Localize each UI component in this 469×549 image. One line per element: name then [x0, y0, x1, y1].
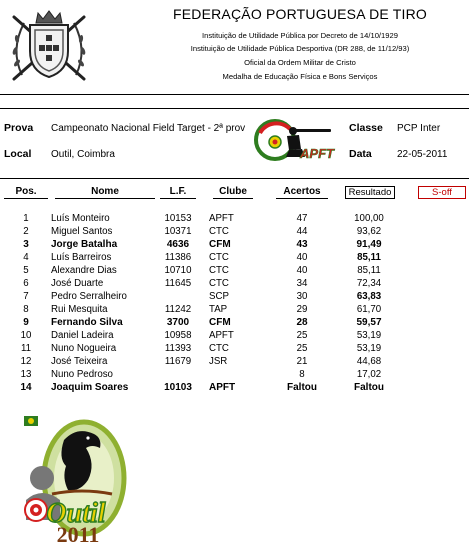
- row-club: CFM: [209, 317, 231, 328]
- col-header-pos: Pos.: [4, 186, 48, 199]
- table-row: [0, 277, 469, 290]
- row-result: 44,68: [356, 356, 382, 367]
- apft-event-logo: [253, 117, 343, 163]
- row-result: 59,57: [356, 317, 382, 328]
- row-pos: 1: [23, 213, 29, 224]
- table-row: [0, 368, 469, 381]
- row-result: 72,34: [356, 278, 382, 289]
- row-pos: 5: [23, 265, 29, 276]
- row-pos: 4: [23, 252, 29, 263]
- row-name: Luís Monteiro: [51, 213, 110, 224]
- info-top-divider: [0, 108, 469, 109]
- row-license: 10153: [164, 213, 192, 224]
- row-license: 10958: [164, 330, 192, 341]
- table-row: [0, 212, 469, 225]
- table-row: [0, 264, 469, 277]
- row-club: CFM: [209, 239, 231, 250]
- outil-word: Outil: [46, 498, 106, 529]
- row-pos: 8: [23, 304, 29, 315]
- row-club: CTC: [209, 343, 229, 354]
- header-line-order: Oficial da Ordem Militar de Cristo: [244, 58, 356, 67]
- header-line-decree: Instituição de Utilidade Pública por Decreto de 14/10/1929: [202, 31, 398, 40]
- row-pos: 13: [20, 369, 32, 380]
- table-row: [0, 225, 469, 238]
- row-name: Joaquim Soares: [51, 382, 129, 393]
- row-result: 91,49: [356, 239, 382, 250]
- col-header-name: Nome: [55, 186, 155, 199]
- prova-label: Prova: [4, 122, 34, 134]
- row-name: Alexandre Dias: [51, 265, 117, 276]
- table-row: [0, 342, 469, 355]
- row-pos: 7: [23, 291, 29, 302]
- col-header-shootoff: S-off: [418, 186, 466, 199]
- row-license: 10103: [164, 382, 192, 393]
- row-hits: 43: [296, 239, 308, 250]
- info-bottom-divider: [0, 178, 469, 179]
- col-header-lf: L.F.: [160, 186, 196, 199]
- row-license: 11393: [164, 343, 192, 354]
- row-pos: 3: [23, 239, 29, 250]
- classe-value: PCP Inter: [397, 123, 441, 134]
- table-row: [0, 303, 469, 316]
- row-hits: 8: [299, 369, 305, 380]
- row-pos: 11: [20, 343, 32, 354]
- row-hits: 30: [296, 291, 308, 302]
- row-hits: 21: [296, 356, 308, 367]
- row-club: APFT: [209, 382, 236, 393]
- header-line-medal: Medalha de Educação Física e Bons Serviços: [222, 72, 378, 81]
- local-value: Outil, Coimbra: [51, 149, 115, 160]
- row-name: Fernando Silva: [51, 317, 123, 328]
- row-pos: 10: [20, 330, 32, 341]
- row-result: 53,19: [356, 343, 382, 354]
- row-result: 85,11: [357, 252, 381, 263]
- federation-title: FEDERAÇÃO PORTUGUESA DE TIRO: [172, 6, 428, 22]
- apft-logo-text: APFT: [300, 146, 334, 161]
- outil-2011-logo: [22, 408, 127, 546]
- row-hits: 40: [296, 252, 308, 263]
- table-row: [0, 316, 469, 329]
- table-row: [0, 355, 469, 368]
- prova-value: Campeonato Nacional Field Target - 2ª prov: [51, 123, 246, 134]
- row-name: Nuno Pedroso: [51, 369, 113, 380]
- row-result: 63,83: [356, 291, 382, 302]
- federation-crest-logo: [8, 5, 90, 87]
- row-name: Miguel Santos: [51, 226, 113, 237]
- row-club: SCP: [209, 291, 229, 302]
- row-club: CTC: [209, 278, 229, 289]
- header-line-sports: Instituição de Utilidade Pública Desportiva (DR 288, de 11/12/93): [190, 44, 410, 53]
- row-hits: 29: [296, 304, 308, 315]
- row-license: 11679: [164, 356, 192, 367]
- row-pos: 6: [23, 278, 29, 289]
- row-club: APFT: [209, 213, 234, 224]
- row-license: 11242: [164, 304, 192, 315]
- table-row: [0, 381, 469, 394]
- row-result: 100,00: [354, 213, 384, 224]
- row-pos: 2: [23, 226, 29, 237]
- row-result: 61,70: [356, 304, 382, 315]
- row-name: Daniel Ladeira: [51, 330, 114, 341]
- row-hits: Faltou: [287, 382, 317, 393]
- row-club: CTC: [209, 252, 229, 263]
- data-value: 22-05-2011: [397, 149, 448, 160]
- table-row: [0, 290, 469, 303]
- table-row: [0, 329, 469, 342]
- row-club: TAP: [209, 304, 228, 315]
- col-header-result: Resultado: [345, 186, 395, 199]
- row-license: 11386: [164, 252, 192, 263]
- row-result: 93,62: [356, 226, 382, 237]
- col-header-club: Clube: [213, 186, 253, 199]
- row-club: APFT: [209, 330, 234, 341]
- outil-year: 2011: [56, 522, 100, 546]
- data-label: Data: [349, 148, 372, 160]
- table-row: [0, 251, 469, 264]
- header-divider: [0, 94, 469, 95]
- row-hits: 34: [296, 278, 308, 289]
- row-pos: 12: [20, 356, 32, 367]
- row-name: Pedro Serralheiro: [51, 291, 127, 302]
- row-license: 10710: [164, 265, 192, 276]
- row-result: 53,19: [356, 330, 382, 341]
- row-pos: 9: [23, 317, 29, 328]
- row-license: 4636: [166, 239, 190, 250]
- row-club: CTC: [209, 265, 229, 276]
- row-name: José Duarte: [51, 278, 104, 289]
- row-pos: 14: [20, 382, 32, 393]
- row-result: Faltou: [354, 382, 384, 393]
- row-hits: 25: [296, 330, 308, 341]
- row-result: 17,02: [356, 369, 382, 380]
- row-name: José Teixeira: [51, 356, 108, 367]
- row-hits: 40: [296, 265, 308, 276]
- row-name: Jorge Batalha: [51, 239, 118, 250]
- row-name: Rui Mesquita: [51, 304, 108, 315]
- row-name: Nuno Nogueira: [51, 343, 117, 354]
- row-club: JSR: [209, 356, 228, 367]
- classe-label: Classe: [349, 122, 383, 134]
- row-hits: 44: [296, 226, 308, 237]
- row-hits: 25: [296, 343, 308, 354]
- row-license: 11645: [164, 278, 192, 289]
- col-header-hits: Acertos: [276, 186, 328, 199]
- row-license: 3700: [166, 317, 190, 328]
- local-label: Local: [4, 148, 32, 160]
- row-club: CTC: [209, 226, 229, 237]
- row-hits: 47: [296, 213, 308, 224]
- row-name: Luís Barreiros: [51, 252, 112, 263]
- row-license: 10371: [164, 226, 192, 237]
- row-result: 85,11: [357, 265, 381, 276]
- row-hits: 28: [296, 317, 308, 328]
- table-row: [0, 238, 469, 251]
